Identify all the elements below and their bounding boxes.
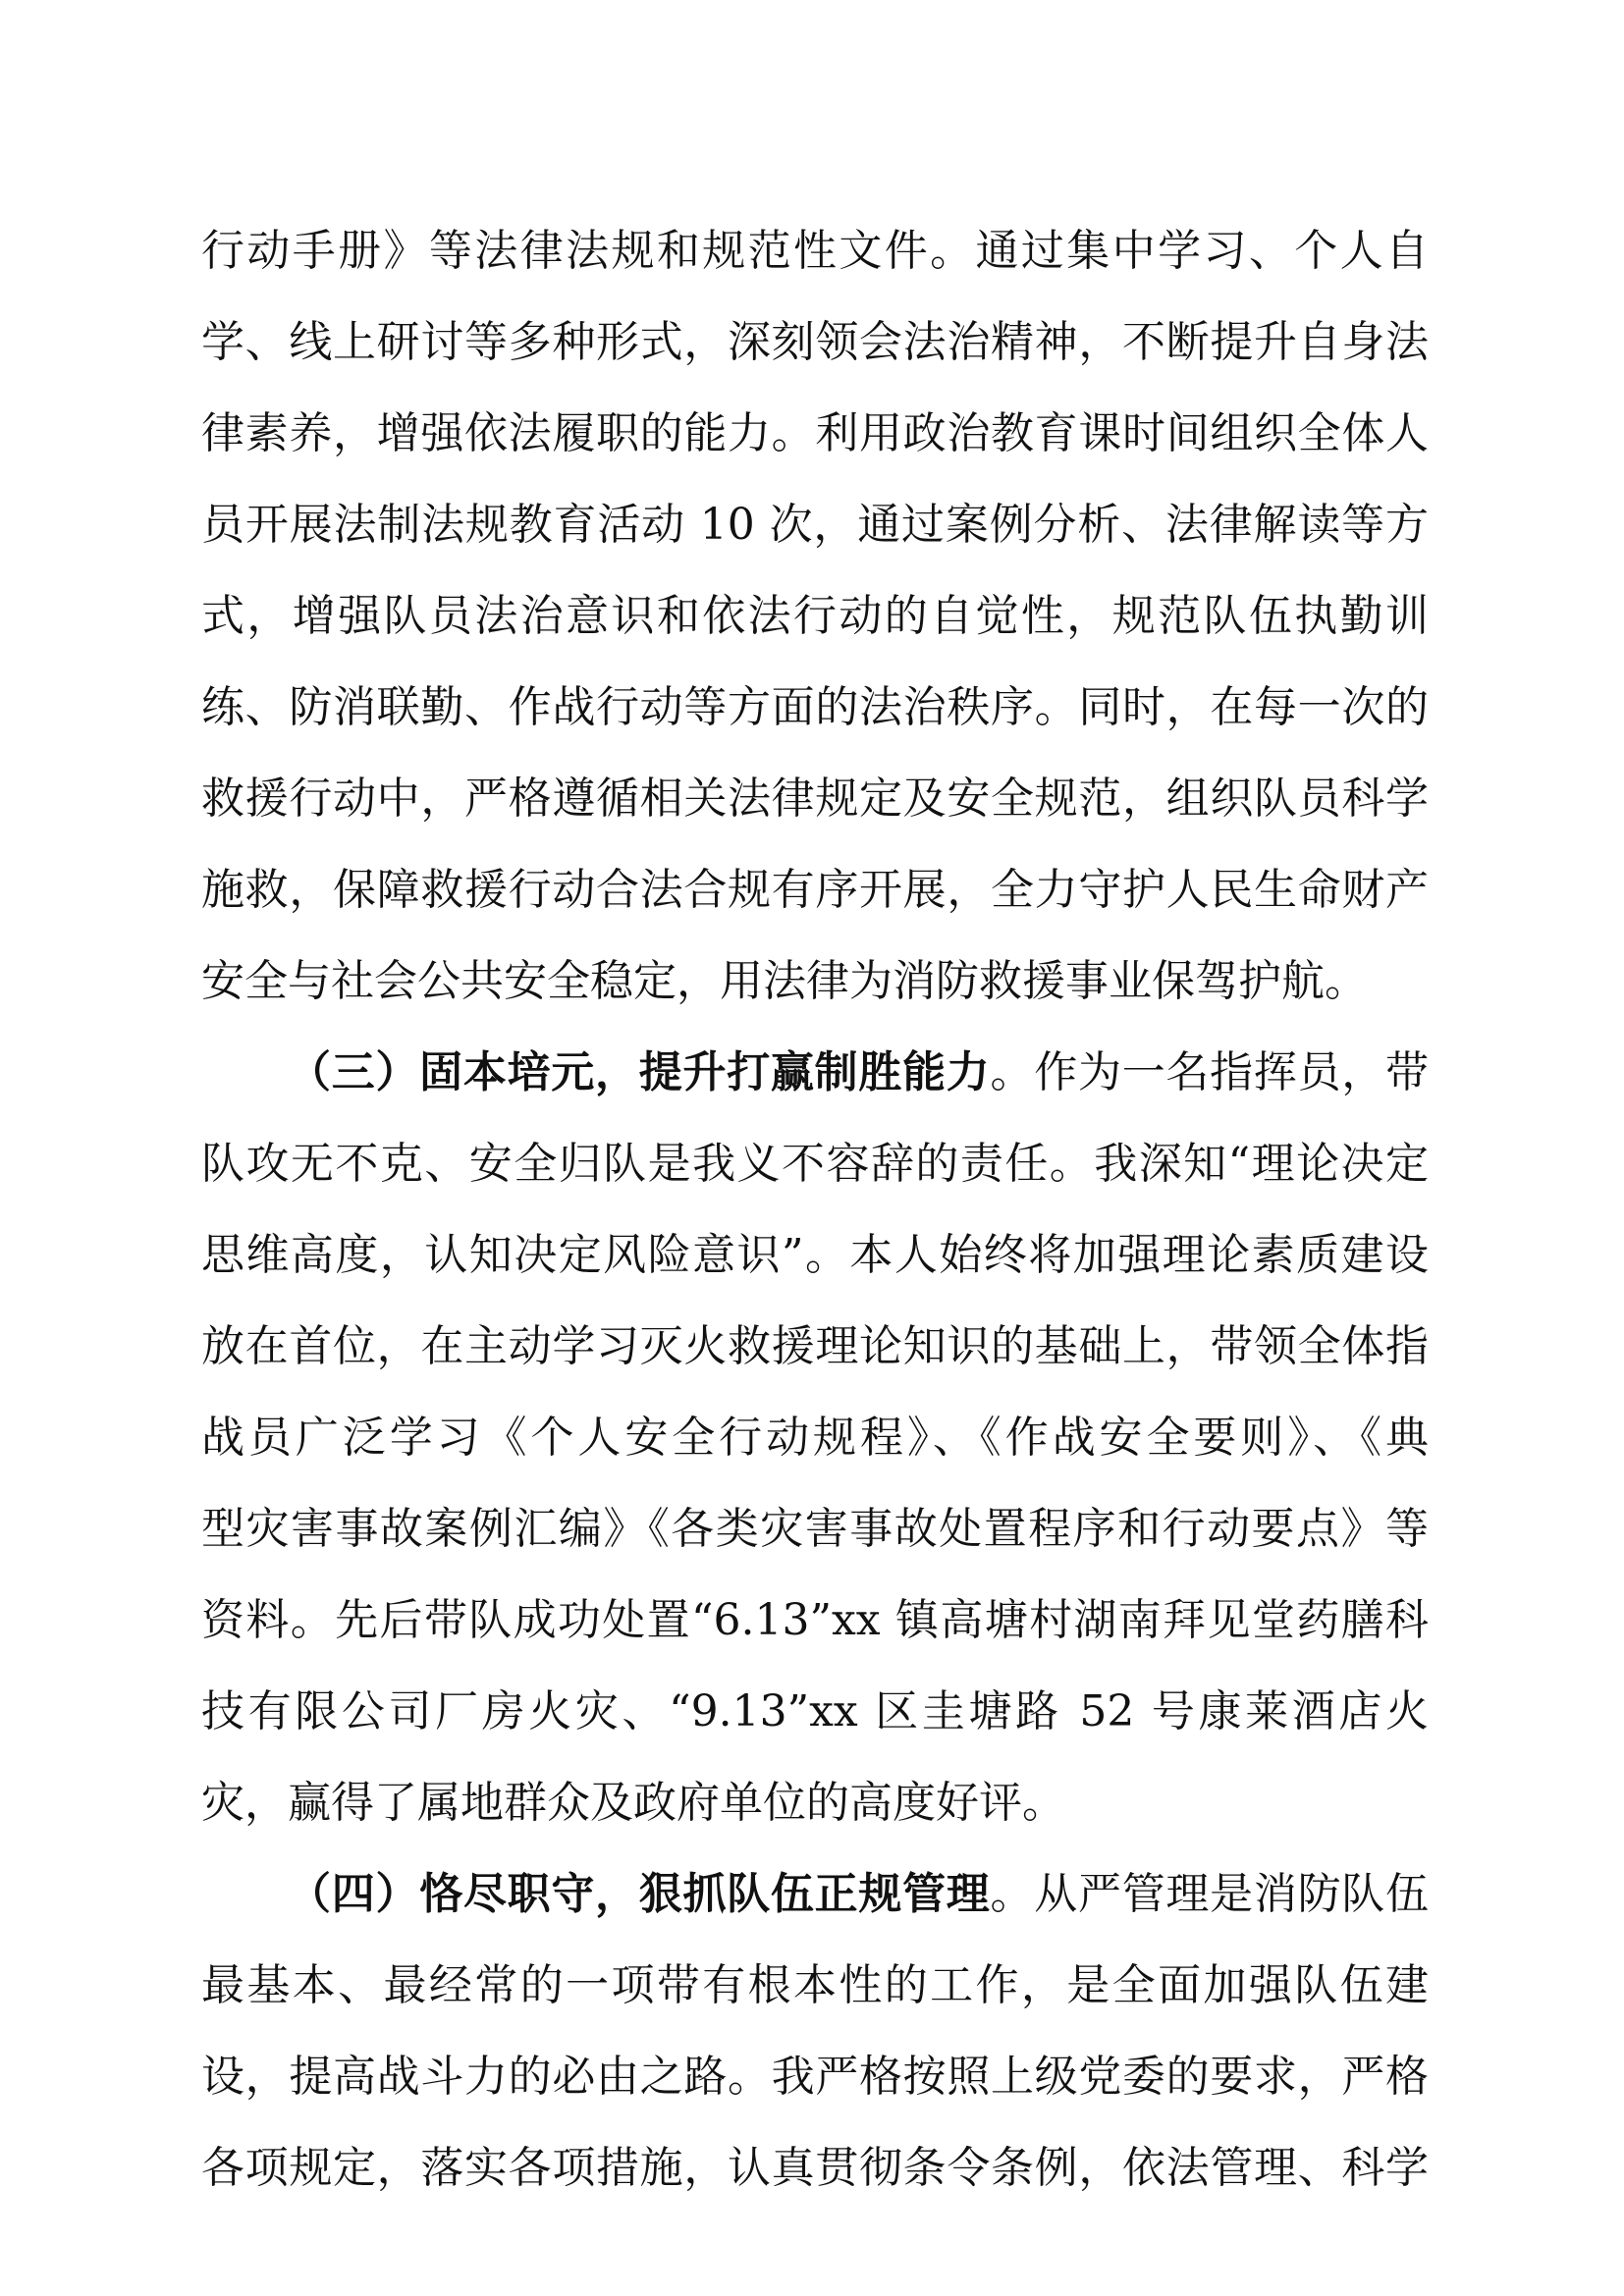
paragraph-line: 放在首位，在主动学习灭火救援理论知识的基础上，带领全体指	[201, 1321, 1429, 1371]
section-heading: （四）恪尽职守，狠抓队伍正规管理	[288, 1869, 991, 1919]
paragraph-line: 学、线上研讨等多种形式，深刻领会法治精神，不断提升自身法	[201, 317, 1429, 367]
paragraph-line: 战员广泛学习《个人安全行动规程》、《作战安全要则》、《典	[201, 1413, 1429, 1463]
paragraph-line: 施救，保障救援行动合法合规有序开展，全力守护人民生命财产	[201, 865, 1429, 915]
heading-continuation: 。作为一名指挥员，带	[990, 1047, 1430, 1097]
paragraph-line: 型灾害事故案例汇编》《各类灾害事故处置程序和行动要点》等	[201, 1504, 1429, 1554]
section-heading-line	[288, 1860, 1429, 1929]
paragraph-line: 灾，赢得了属地群众及政府单位的高度好评。	[201, 1778, 1065, 1828]
paragraph-line: 安全与社会公共安全稳定，用法律为消防救援事业保驾护航。	[201, 956, 1368, 1006]
paragraph-line: 行动手册》等法律法规和规范性文件。通过集中学习、个人自	[201, 226, 1429, 276]
paragraph-line: 思维高度，认知决定风险意识”。本人始终将加强理论素质建设	[201, 1230, 1429, 1280]
section-heading-line	[288, 1039, 1429, 1107]
paragraph-line: 资料。先后带队成功处置“6.13”xx 镇高塘村湖南拜见堂药膳科	[201, 1595, 1429, 1645]
paragraph-line: 员开展法制法规教育活动 10 次，通过案例分析、法律解读等方	[201, 500, 1429, 550]
paragraph-line: 最基本、最经常的一项带有根本性的工作，是全面加强队伍建	[201, 1960, 1429, 2010]
paragraph-line: 练、防消联勤、作战行动等方面的法治秩序。同时，在每一次的	[201, 682, 1429, 732]
section-heading: （三）固本培元，提升打赢制胜能力	[288, 1047, 991, 1097]
paragraph-line: 队攻无不克、安全归队是我义不容辞的责任。我深知“理论决定	[201, 1139, 1429, 1189]
paragraph-line: 各项规定，落实各项措施，认真贯彻条令条例，依法管理、科学	[201, 2143, 1429, 2193]
paragraph-line: 设，提高战斗力的必由之路。我严格按照上级党委的要求，严格	[201, 2052, 1429, 2102]
paragraph-line: 律素养，增强依法履职的能力。利用政治教育课时间组织全体人	[201, 408, 1429, 458]
heading-continuation: 。从严管理是消防队伍	[990, 1869, 1430, 1919]
paragraph-line: 式，增强队员法治意识和依法行动的自觉性，规范队伍执勤训	[201, 591, 1429, 641]
paragraph-line: 救援行动中，严格遵循相关法律规定及安全规范，组织队员科学	[201, 774, 1429, 824]
paragraph-line: 技有限公司厂房火灾、“9.13”xx 区圭塘路 52 号康莱酒店火	[201, 1686, 1429, 1736]
